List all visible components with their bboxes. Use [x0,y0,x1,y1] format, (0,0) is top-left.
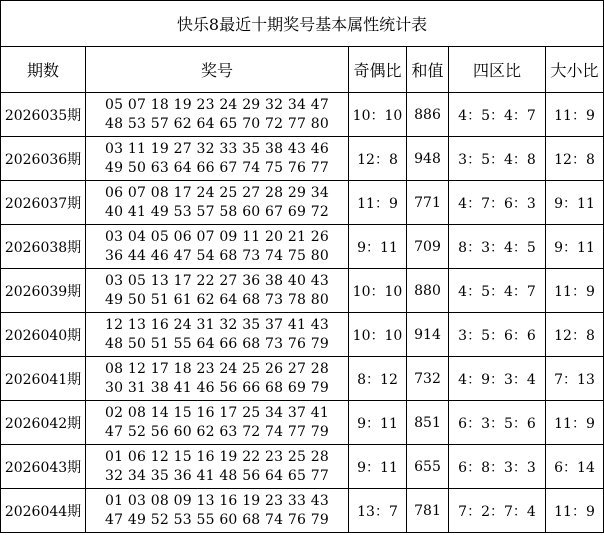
header-odd-even: 奇偶比 [349,47,407,93]
period-cell: 2026044期 [1,489,86,533]
numbers-line-1: 03 11 19 27 32 33 35 38 43 46 [105,140,329,157]
big-small-cell: 11：9 [546,401,604,445]
numbers-line-1: 02 08 14 15 16 17 25 34 37 41 [105,404,329,421]
table-row [1,313,604,357]
numbers-line-2: 48 50 51 55 64 66 68 73 76 79 [105,335,329,352]
table-row [1,489,604,533]
sum-cell: 732 [407,357,449,401]
odd-even-cell: 9：11 [349,401,407,445]
numbers-line-1: 03 04 05 06 07 09 11 20 21 26 [105,228,329,245]
table-row [1,401,604,445]
numbers-line-2: 47 52 56 60 62 63 72 74 77 79 [105,423,329,440]
numbers-line-2: 49 50 63 64 66 67 74 75 76 77 [105,159,329,176]
odd-even-cell: 10：10 [349,313,407,357]
header-sum: 和值 [407,47,449,93]
big-small-cell: 7：13 [546,357,604,401]
odd-even-cell: 9：11 [349,225,407,269]
period-cell: 2026041期 [1,357,86,401]
numbers-cell [86,445,349,489]
numbers-cell [86,225,349,269]
zones-cell: 3：5：4：8 [449,137,546,181]
period-cell: 2026043期 [1,445,86,489]
header-zones: 四区比 [449,47,546,93]
numbers-cell [86,357,349,401]
numbers-cell [86,137,349,181]
numbers-cell [86,93,349,137]
sum-cell: 655 [407,445,449,489]
big-small-cell: 6：14 [546,445,604,489]
numbers-line-2: 30 31 38 41 46 56 66 68 69 79 [105,379,329,396]
big-small-cell: 9：11 [546,225,604,269]
numbers-line-2: 40 41 49 53 57 58 60 67 69 72 [105,203,329,220]
sum-cell: 886 [407,93,449,137]
header-row [1,47,604,93]
numbers-cell [86,401,349,445]
numbers-line-1: 05 07 18 19 23 24 29 32 34 47 [105,96,329,113]
big-small-cell: 11：9 [546,93,604,137]
odd-even-cell: 8：12 [349,357,407,401]
period-cell: 2026042期 [1,401,86,445]
header-period: 期数 [1,47,86,93]
zones-cell: 4：9：3：4 [449,357,546,401]
numbers-line-1: 08 12 17 18 23 24 25 26 27 28 [105,360,329,377]
table-row [1,357,604,401]
table-row [1,93,604,137]
zones-cell: 3：5：6：6 [449,313,546,357]
sum-cell: 851 [407,401,449,445]
zones-cell: 4：7：6：3 [449,181,546,225]
numbers-cell [86,313,349,357]
big-small-cell: 12：8 [546,137,604,181]
table-row [1,137,604,181]
table-row [1,445,604,489]
header-big-small: 大小比 [546,47,604,93]
table-row [1,225,604,269]
zones-cell: 4：5：4：7 [449,269,546,313]
numbers-line-1: 06 07 08 17 24 25 27 28 29 34 [105,184,329,201]
period-cell: 2026035期 [1,93,86,137]
big-small-cell: 12：8 [546,313,604,357]
numbers-line-2: 36 44 46 47 54 68 73 74 75 80 [105,247,329,264]
period-cell: 2026039期 [1,269,86,313]
odd-even-cell: 9：11 [349,445,407,489]
numbers-line-2: 47 49 52 53 55 60 68 74 76 79 [105,511,329,528]
numbers-cell [86,489,349,533]
odd-even-cell: 12：8 [349,137,407,181]
zones-cell: 6：8：3：3 [449,445,546,489]
header-numbers: 奖号 [86,47,349,93]
zones-cell: 6：3：5：6 [449,401,546,445]
sum-cell: 914 [407,313,449,357]
big-small-cell: 11：9 [546,269,604,313]
numbers-line-1: 12 13 16 24 31 32 35 37 41 43 [105,316,329,333]
numbers-line-2: 32 34 35 36 41 48 56 64 65 77 [105,467,329,484]
sum-cell: 771 [407,181,449,225]
odd-even-cell: 10：10 [349,93,407,137]
sum-cell: 948 [407,137,449,181]
numbers-cell [86,269,349,313]
numbers-line-1: 03 05 13 17 22 27 36 38 40 43 [105,272,329,289]
period-cell: 2026038期 [1,225,86,269]
table-row [1,269,604,313]
big-small-cell: 11：9 [546,489,604,533]
title-row [1,1,604,47]
numbers-line-2: 49 50 51 61 62 64 68 73 78 80 [105,291,329,308]
numbers-cell [86,181,349,225]
period-cell: 2026040期 [1,313,86,357]
big-small-cell: 9：11 [546,181,604,225]
table-row [1,181,604,225]
table-title: 快乐8最近十期奖号基本属性统计表 [1,1,604,47]
numbers-line-2: 48 53 57 62 64 65 70 72 77 80 [105,115,329,132]
period-cell: 2026036期 [1,137,86,181]
zones-cell: 7：2：7：4 [449,489,546,533]
sum-cell: 880 [407,269,449,313]
sum-cell: 709 [407,225,449,269]
odd-even-cell: 10：10 [349,269,407,313]
numbers-line-1: 01 06 12 15 16 19 22 23 25 28 [105,448,329,465]
period-cell: 2026037期 [1,181,86,225]
zones-cell: 8：3：4：5 [449,225,546,269]
odd-even-cell: 13：7 [349,489,407,533]
sum-cell: 781 [407,489,449,533]
odd-even-cell: 11：9 [349,181,407,225]
numbers-line-1: 01 03 08 09 13 16 19 23 33 43 [105,492,329,509]
zones-cell: 4：5：4：7 [449,93,546,137]
